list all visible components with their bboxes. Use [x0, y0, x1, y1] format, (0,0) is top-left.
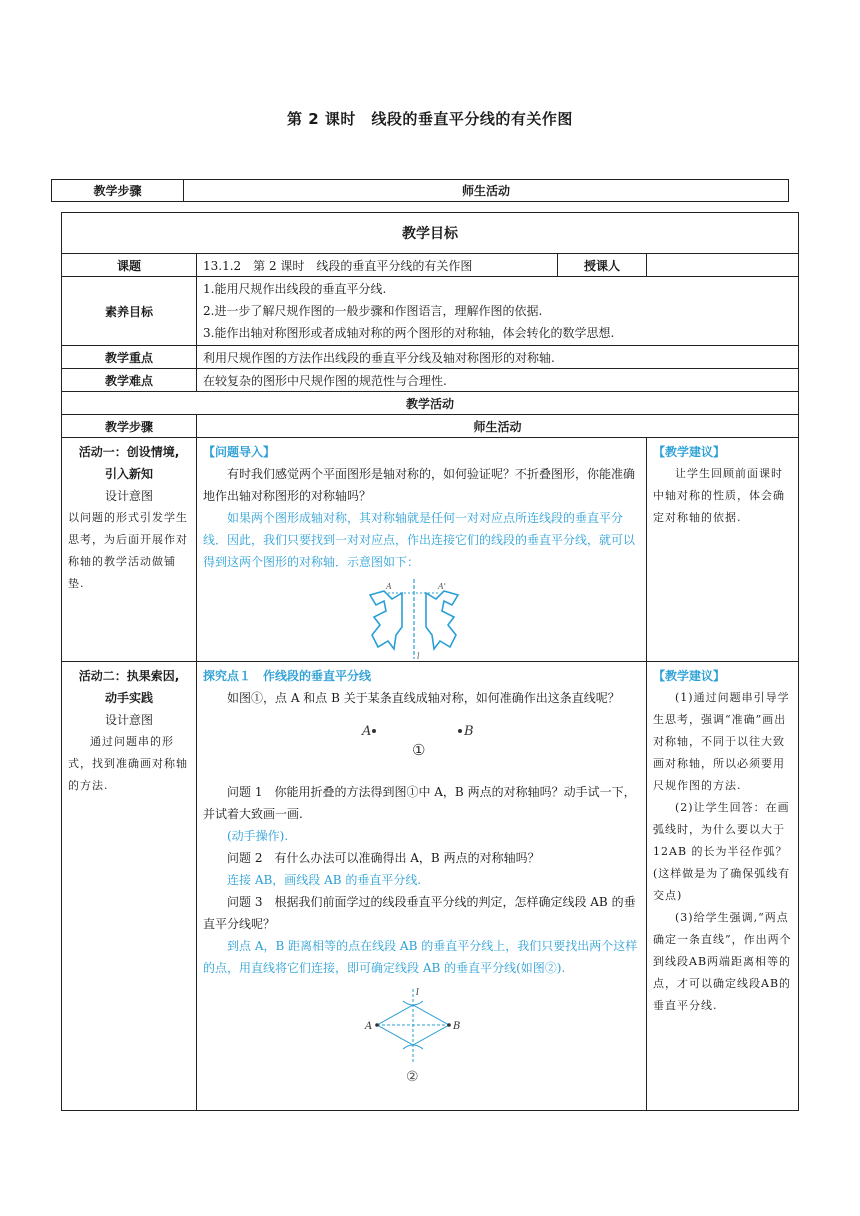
design-intent-label: 设计意图	[104, 489, 153, 503]
figure-2	[347, 985, 497, 1085]
teacher-label: 授课人	[558, 254, 647, 277]
goals-title: 教学目标	[402, 226, 458, 242]
activity1-step-cell	[62, 438, 197, 662]
activities-title: 教学活动	[62, 392, 799, 415]
design-intent-label: 设计意图	[104, 713, 153, 727]
figure-1-number: ①	[411, 741, 425, 759]
activity1-title: 引入新知	[104, 467, 153, 481]
header-activity: 师生活动	[184, 180, 789, 202]
point-a-label: A	[361, 724, 371, 739]
suggestion-item: (3)给学生强调,“两点确定一条直线”，作出两个到线段AB两端距离相等的点，才可以确定线段AB的垂直平分线.	[653, 911, 792, 1012]
suggestion-heading: 【教学建议】	[653, 669, 726, 683]
fig-label-a-prime: A'	[437, 582, 446, 591]
teacher-value	[647, 254, 799, 277]
fig-label-l: l	[416, 652, 420, 661]
literacy-item: 1.能用尺规作出线段的垂直平分线.	[203, 282, 387, 296]
point-b-label: B	[463, 724, 474, 739]
intro-text: 如图①，点 A 和点 B 关于某条直线成轴对称，如何准确作出这条直线呢？	[227, 691, 620, 705]
suggestion-item: (2)让学生回答：在画弧线时，为什么要以大于 12AB 的长为半径作弧？(这样做是为了确保弧线有交点)	[653, 801, 791, 902]
point-b	[458, 729, 462, 733]
fig2-label-l: l	[415, 988, 419, 998]
difficulty-value: 在较复杂的图形中尺规作图的规范性与合理性.	[197, 369, 799, 392]
exploration-heading: 探究点１ 作线段的垂直平分线	[203, 669, 372, 683]
header-table	[51, 179, 789, 202]
key-point-value: 利用尺规作图的方法作出线段的垂直平分线及轴对称图形的对称轴.	[197, 346, 799, 369]
section-heading: 【问题导入】	[203, 445, 276, 459]
key-point-label: 教学重点	[62, 346, 197, 369]
question-3: 问题 3 根据我们前面学过的线段垂直平分线的判定，怎样确定线段 AB 的垂直平分线呢？	[203, 895, 636, 931]
question-text: 有时我们感觉两个平面图形是轴对称的，如何验证呢？不折叠图形，你能准确地作出轴对称图形的对称轴吗？	[203, 467, 636, 503]
point-a	[372, 729, 376, 733]
topic-label: 课题	[62, 254, 197, 277]
literacy-label: 素养目标	[62, 277, 197, 346]
question-2: 问题 2 有什么办法可以准确得出 A，B 两点的对称轴吗？	[227, 851, 540, 865]
goals-title-cell	[62, 213, 799, 254]
activity1-title: 活动一：创设情境,	[78, 445, 180, 459]
page-title: 第 2 课时 线段的垂直平分线的有关作图	[287, 110, 573, 128]
activity2-content	[197, 662, 647, 1111]
difficulty-label: 教学难点	[62, 369, 197, 392]
design-intent-text: 通过问题串的形式，找到准确画对称轴的方法.	[68, 735, 188, 792]
suggestion-heading: 【教学建议】	[653, 445, 726, 459]
fig-label-a: A	[385, 582, 392, 591]
answer-1: (动手操作).	[227, 829, 289, 843]
lesson-table	[61, 212, 799, 1111]
literacy-goals	[197, 277, 799, 346]
figure-2-number: ②	[405, 1069, 419, 1085]
activity2-title: 动手实践	[104, 691, 153, 705]
answer-2: 连接 AB，画线段 AB 的垂直平分线.	[227, 873, 422, 887]
suggestion-text: 让学生回顾前面课时中轴对称的性质，体会确定对称轴的依据.	[653, 467, 785, 524]
answer-text: 如果两个图形成轴对称，其对称轴就是任何一对对应点所连线段的垂直平分线．因此，我们只要找到一对对应点，作出连接它们的线段的垂直平分线，就可以得到这两个图形的对称轴．示意图如下：	[203, 511, 636, 569]
figure-1	[332, 715, 512, 763]
design-intent-text: 以问题的形式引发学生思考，为后面开展作对称轴的教学活动做铺垫.	[68, 511, 188, 590]
activity2-title: 活动二：执果索因,	[78, 669, 180, 683]
activity2-suggestion-cell	[647, 662, 799, 1111]
literacy-item: 3.能作出轴对称图形或者成轴对称的两个图形的对称轴，体会转化的数学思想.	[203, 326, 615, 340]
question-1: 问题 1 你能用折叠的方法得到图①中 A，B 两点的对称轴吗？动手试一下，并试着大致画一画.	[203, 785, 636, 821]
literacy-item: 2.进一步了解尺规作图的一般步骤和作图语言，理解作图的依据.	[203, 304, 543, 318]
answer-3: 到点 A，B 距离相等的点在线段 AB 的垂直平分线上，我们只要找出两个这样的点，用直线将它们连接，即可确定线段 AB 的垂直平分线(如图②).	[203, 939, 638, 975]
sub-header-activity: 师生活动	[197, 415, 799, 438]
symmetry-figure	[362, 577, 482, 661]
topic-value: 13.1.2 第 2 课时 线段的垂直平分线的有关作图	[197, 254, 558, 277]
fig2-label-a: A	[364, 1021, 372, 1032]
activity1-suggestion-cell	[647, 438, 799, 662]
header-step: 教学步骤	[52, 180, 184, 202]
suggestion-item: (1)通过问题串引导学生思考，强调“准确”画出对称轴，不同于以往大致画对称轴，所以必须要用尺规作图的方法.	[653, 691, 790, 792]
fig2-label-b: B	[452, 1021, 460, 1032]
activity1-content	[197, 438, 647, 662]
sub-header-step: 教学步骤	[62, 415, 197, 438]
activity2-step-cell	[62, 662, 197, 1111]
